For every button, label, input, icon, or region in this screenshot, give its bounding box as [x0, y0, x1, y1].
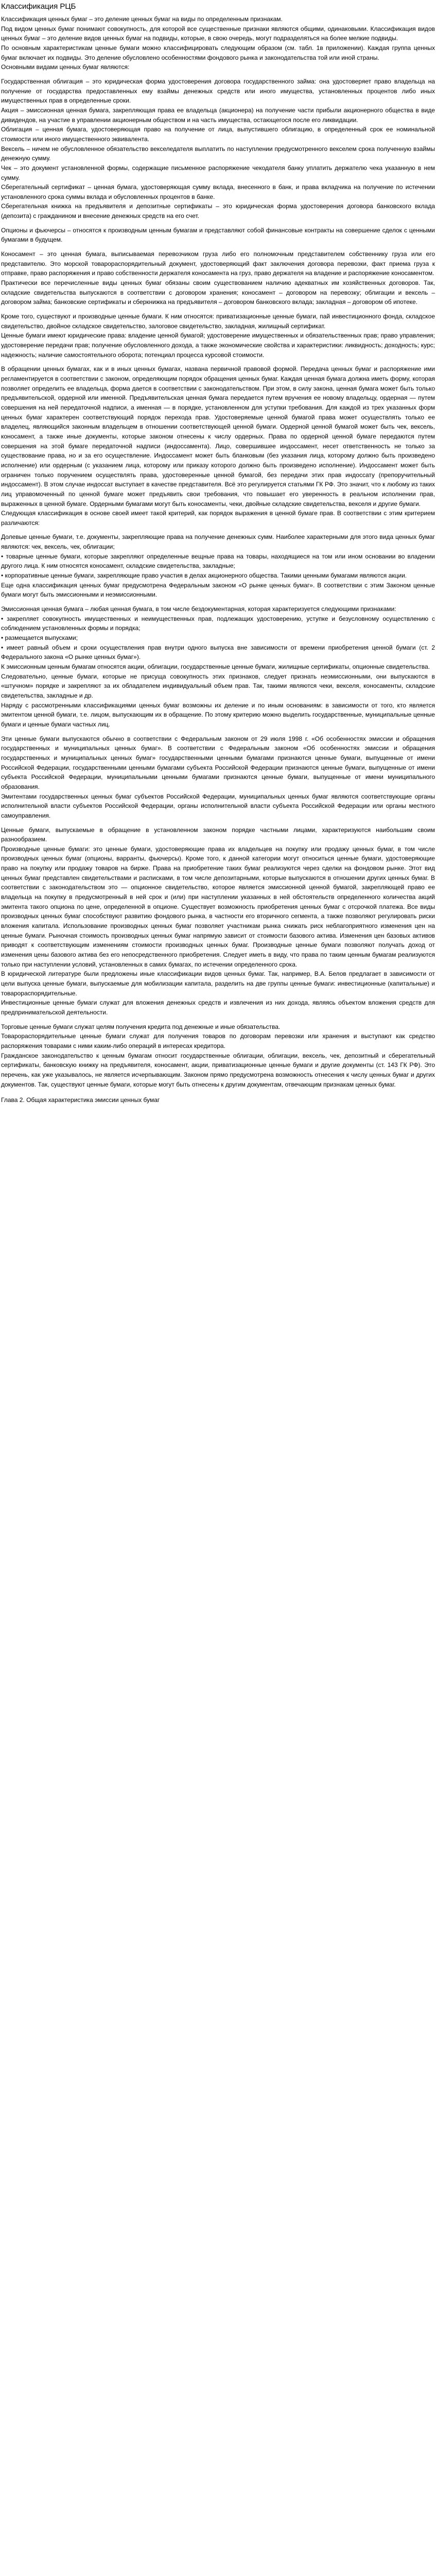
paragraph: Эти ценные бумаги выпускаются обычно в соответствии с Федеральным законом от 29 июля 1998 г. «Об особенностях эмиссии и обращения государственных и муниципальных ценных бумаг». В соответствии с Федеральным законом «Об особенностях эмиссии и обращения государственных и муниципальных ценных бумаг» государственными ценными бумагами признаются ценные бумаги, выпущенные от имени Российской Федерации, государственными ценными бумагами субъекта Российской Федерации признаются ценные бумаги, выпущенные от имени субъекта Российской Федерации, муниципальными ценными бумагами признаются ценные бумаги, выпущенные от имени муниципального образования. — [1, 735, 435, 790]
paragraph: По основным характеристикам ценные бумаги можно классифицировать следующим образом (см. табл. 1в приложении). Каждая группа ценных бумаг включает их подвиды. Это деление обусловлено особенностями фондового рынка и законодательства той или иной страны. — [1, 44, 435, 61]
paragraph: Эмиссионная ценная бумага – любая ценная бумага, в том числе бездокументарная, которая характеризуется следующими признаками: — [1, 605, 396, 613]
paragraph: Гражданское законодательство к ценным бумагам относит государственные облигации, облигации, вексель, чек, депозитный и сберегательный сертификаты, банковскую книжку на предъявителя, коносамент, акции, приватизационные ценные бумаги и другие документы (ст. 143 ГК РФ). Это перечень, как уже указывалось, не является исчерпывающим. Законом прямо предусмотрена возможность отнесения к числу ценных бумаг и других документов. Так, существуют ценные бумаги, которые могут быть отнесены к другим документам, отвечающим признакам ценных бумаг. — [1, 1052, 435, 1088]
paragraph: Вексель – ничем не обусловленное обязательство векселедателя выплатить по наступлении предусмотренного векселем срока полученную взаймы денежную сумму. — [1, 145, 435, 162]
paragraph: Производные ценные бумаги: это ценные бумаги, удостоверяющие права их владельцев на покупку или продажу ценных бумаг, в том числе производных ценных бумаг (опционы, варранты, фьючерсы). Кроме того, к данной категории могут относиться ценные бумаги, удостоверяющие право на покупку или продажу товаров на бирже. Права на приобретение таких бумаг реализуются через сделки на фондовом рынке. Этот вид ценных бумаг представлен свидетельствами и расписками, в том числе депозитарными, которые выпускаются в отношении других ценных бумаг. В соответствии с законодательством это — опционное свидетельство, которое является эмиссионной ценной бумагой, закрепляющей право ее владельца на покупку в предусмотренный в ней срок и (или) при наступлении указанных в ней обстоятельств определенного количества акций эмитента такого опциона по цене, определенной в опционе. Существует возможность приобретения ценных бумаг с отсрочкой платежа. Все виды производных ценных бумаг способствуют развитию фондового рынка, в частности его вторичного сегмента, а также позволяют регулировать риски вложения капитала. Использование производных ценных бумаг позволяет участникам рынка снижать риск неблагоприятного изменения цен на ценные бумаги. Рыночная стоимость производных ценных бумаг напрямую зависит от стоимости базового актива. Изменения цен базовых активов приводят к соответствующим изменениям стоимости производных ценных бумаг. Производные ценные бумаги позволяют получать доход от изменения цены базового актива без его непосредственного приобретения. Следует иметь в виду, что права по таким ценным бумагам реализуются только при наступлении условий, установленных в самих бумагах, по истечении определенного срока. — [1, 845, 435, 968]
paragraph: Опционы и фьючерсы – относятся к производным ценным бумагам и представляют собой финансовые контракты на совершение сделок с ценными бумагами в будущем. — [1, 226, 435, 244]
paragraph: Товарораспорядительные ценные бумаги служат для получения товаров по договорам перевозки или хранения и выступают как средство распоряжения товарами с ними каким-либо операций в интересах кредитора. — [1, 1032, 435, 1049]
paragraph: • имеет равный объем и сроки осуществления прав внутри одного выпуска вне зависимости от времени приобретения ценной бумаги (ст. 2 Федерального закона «О рынке ценных бумаг»). — [1, 643, 435, 661]
paragraph: Облигация – ценная бумага, удостоверяющая право на получение от лица, выпустившего облигацию, в определенный срок ее номинальной стоимости или иного имущественного эквивалента. — [1, 126, 435, 143]
paragraph: Ценные бумаги имеют юридические права: владение ценной бумагой; удостоверение имущественных и обязательственных прав; право управления; удостоверение передачи прав; получение обусловленного дохода, а также экономические свойства и характеристики: ликвидность; доходность; курс; надежность; наличие самостоятельного оборота; потенциал процесса курсовой стоимости. — [1, 332, 435, 359]
paragraph: Еще одна классификация ценных бумаг предусмотрена Федеральным законом «О рынке ценных бумаг». В соответствии с этим Законом ценные бумаги могут быть эмиссионными и неэмиссионными. — [1, 581, 435, 599]
paragraph: Сберегательный сертификат – ценная бумага, удостоверяющая сумму вклада, внесенного в банк, и права вкладчика на получение по истечении установленного срока суммы вклада и обусловленных процентов в банке. — [1, 183, 435, 200]
document-title: Классификация РЦБ — [1, 2, 76, 11]
chapter-heading: Глава 2. Общая характеристика эмиссии ценных бумаг — [1, 1096, 160, 1104]
paragraph: Чек – это документ установленной формы, содержащие письменное распоряжение чекодателя банку уплатить держателю чека указанную в нем сумму. — [1, 164, 435, 181]
paragraph: К эмиссионным ценным бумагам относятся акции, облигации, государственные ценные бумаги, жилищные сертификаты, опционные свидетельства. — [1, 663, 430, 670]
paragraph: Ценные бумаги, выпускаемые в обращение в установленном законом порядке частными лицами, характеризуются наибольшим своим разнообразием. — [1, 826, 435, 843]
paragraph: Наряду с рассмотренными классификациями ценных бумаг возможны их деление и по иным основаниям: в зависимости от того, кто является эмитентом ценной бумаги, т.е. лицом, выпускающим их в обращение. По этому критерию можно выделить государственные, муниципальные ценные бумаги и ценные бумаги частных лиц. — [1, 701, 435, 728]
paragraph: Следующая классификация в основе своей имеет такой критерий, как порядок выражения в ценной бумаге прав. В соответствии с этим критерием различаются: — [1, 510, 435, 527]
document-body — [1, 14, 435, 1089]
paragraph: Долевые ценные бумаги, т.е. документы, закрепляющие права на получение денежных сумм. Наиболее характерными для этого вида ценных бумаг являются: чек, вексель, чек, облигации; — [1, 533, 435, 551]
paragraph: В юридической литературе были предложены иные классификации видов ценных бумаг. Так, например, В.А. Белов предлагает в зависимости от цели выпуска ценные бумаги, выпускаемые для мобилизации капитала, разделить на две группы ценные бумаги: инвестиционные (капитальные) и товарораспорядительные. — [1, 970, 435, 997]
paragraph: • размещается выпусками; — [1, 634, 78, 642]
paragraph: Под видом ценных бумаг понимают совокупность, для которой все существенные признаки являются общими, одинаковыми. Классификация видов ценных бумаг – это деление видов ценных бумаг на подвиды, которые, в свою очередь, могут подразделяться на более мелкие подвиды. — [1, 25, 435, 42]
paragraph: Государственная облигация – это юридическая форма удостоверения договора государственного займа: она удостоверяет право владельца на получение от государства предоставленных ему взаймы денежных средств или иного имущества, установленных процентов либо иных имущественных прав в определенные сроки. — [1, 77, 435, 105]
paragraph: Эмитентами государственных ценных бумаг субъектов Российской Федерации, муниципальных ценных бумаг являются соответствующие органы исполнительной власти субъектов Российской Федерации, органы исполнительной власти субъекта Российской Федерации или органы местного самоуправления. — [1, 792, 435, 819]
paragraph: Кроме того, существуют и производные ценные бумаги. К ним относятся: приватизационные ценные бумаги, пай инвестиционного фонда, складское свидетельство, двойное складское свидетельство, залоговое свидетельство, закладная, жилищный сертификат. — [1, 313, 435, 330]
paragraph: В обращении ценных бумагах, как и в иных ценных бумагах, названа первичной правовой формой. Передача ценных бумаг и распоряжение ими регламентируется в соответствии с законом, определяющим порядок обращения ценных бумаг. Каждая ценная бумага должна иметь форму, которая позволяет определить ее владельца, форма дается в соответствии с законодательством. При этом, в силу закона, ценная бумага может быть только предъявительской, ордерной или именной. Предъявительская ценная бумага передается путем вручения ее новому владельцу, ордерная — путем совершения на ней передаточной надписи, а именная — в порядке, установленном для уступки требования. Для каждой из трех указанных форм ценных бумаг характерен соответствующий порядок перехода прав. Удостоверяемые ценной бумагой права может осуществлять только ее владелец, являющийся законным владельцем в отношении соответствующей ценной бумаги. Ордерной ценной бумагой может быть чек, вексель, коносамент, а также иные документы, которые законом отнесены к числу ордерных. Права по ордерной ценной бумаге передаются путем совершения на этой бумаге передаточной надписи (индоссамента). Лицо, совершившее индоссамент, несет ответственность не только за существование права, но и за его осуществление. Индоссамент может быть бланковым (без указания лица, которому должно быть произведено исполнение) или ордерным (с указанием лица, которому или приказу которого должно быть произведено исполнение). Индоссамент может быть ограничен только поручением осуществлять права, удостоверенные ценной бумагой, без передачи этих прав индоссату (препоручительный индоссамент). В этом случае индоссат выступает в качестве представителя. Всё это регулируется статьями ГК РФ. Это значит, что к любому из таких лиц управомоченный по ценной бумаге может предъявить свои требования, что повышает его уверенность в реальном исполнении прав, выраженных в ценной бумаге. Ордерными бумагами могут быть коносаменты, чеки, двойные складские свидетельства, векселя и другие бумаги. — [1, 365, 435, 507]
paragraph: Основными видами ценных бумаг являются: — [1, 63, 130, 71]
paragraph: Коносамент – это ценная бумага, выписываемая перевозчиком груза либо его полномочным представителем собственнику груза или его представителю. Это морской товарораспорядительный документ, удостоверяющий факт заключения договора перевозки, факт приема груза к отправке, право распоряжения и право собственности держателя коносамента на груз, право держателя на владение и распоряжение коносаментом. — [1, 250, 435, 277]
paragraph: Сберегательная книжка на предъявителя и депозитные сертификаты – это юридическая форма удостоверения договора банковского вклада (депозита) с гражданином и внесение денежных средств на его счет. — [1, 202, 435, 220]
paragraph: • закрепляет совокупность имущественных и неимущественных прав, подлежащих удостоверению, уступке и безусловному осуществлению с соблюдением установленных формы и порядка; — [1, 615, 435, 632]
paragraph: Следовательно, ценные бумаги, которые не присуща совокупность этих признаков, следует признать неэмиссионными, они выпускаются в «штучном» порядке и закрепляют за их обладателем индивидуальный объем прав. Так, такими являются чеки, векселя, коносаменты, складские свидетельства, закладные и др. — [1, 672, 435, 699]
paragraph: • корпоративные ценные бумаги, закрепляющие право участия в делах акционерного общества. Такими ценными бумагами являются акции. — [1, 572, 407, 580]
document — [0, 2, 436, 1108]
paragraph: Инвестиционные ценные бумаги служат для вложения денежных средств и извлечения из них дохода, являясь объектом вложения средств для предпринимательской деятельности. — [1, 999, 435, 1016]
paragraph: Торговые ценные бумаги служат целям получения кредита под денежные и иные обязательства. — [1, 1023, 281, 1030]
paragraph: Практически все перечисленные виды ценных бумаг обязаны своим существованием наличию адекватных им хозяйственных договоров. Так, складские свидетельства выпускаются в соответствии с договором хранения; коносамент – договором на перевозку; облигации и вексель – договором займа; банковские сертификаты и сберкнижка на предъявителя – договором банковского вклада; закладная – договором об ипотеке. — [1, 279, 435, 306]
paragraph: • товарные ценные бумаги, которые закрепляют определенные вещные права на товары, находящиеся на том или ином основании во владении другого лица. К ним относятся коносамент, складские свидетельства, закладные; — [1, 552, 435, 570]
paragraph: Классификация ценных бумаг – это деление ценных бумаг на виды по определенным признакам. — [1, 15, 283, 23]
paragraph: Акция – эмиссионная ценная бумага, закрепляющая права ее владельца (акционера) на получение части прибыли акционерного общества в виде дивидендов, на участие в управлении акционерным обществом и на часть имущества, остающегося после его ликвидации. — [1, 106, 435, 124]
